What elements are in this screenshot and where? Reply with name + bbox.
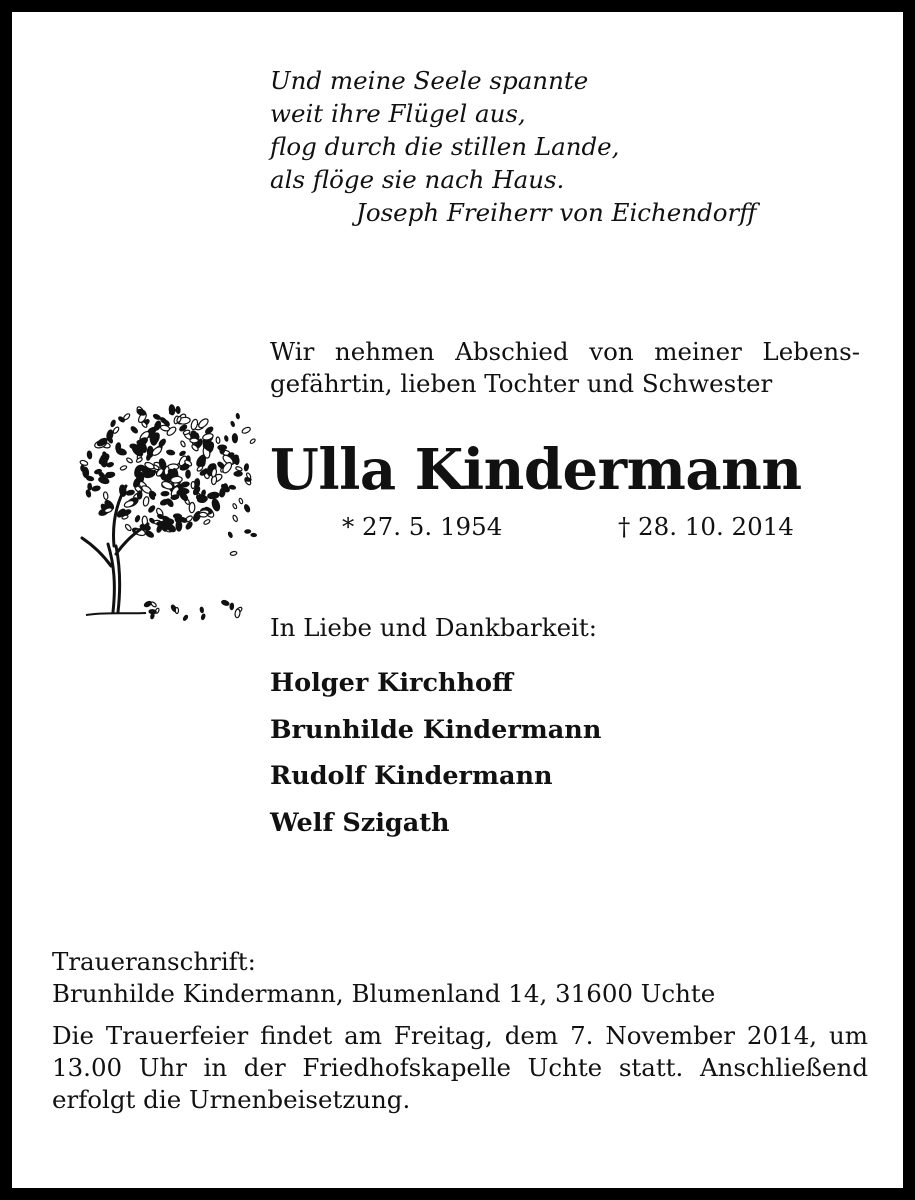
poem-author: Joseph Freiherr von Eichendorff <box>356 198 757 227</box>
tree-leaf <box>149 609 157 614</box>
tree-leaf <box>230 603 234 610</box>
tree-leaf <box>88 483 92 490</box>
tree-leaf <box>137 491 142 499</box>
tree-leaf <box>120 465 127 471</box>
tree-leaf <box>86 476 94 482</box>
tree-leaf <box>191 481 195 488</box>
tree-leaf <box>92 485 101 491</box>
mourning-address-value: Brunhilde Kindermann, Blumenland 14, 31600 Uchte <box>52 979 716 1008</box>
tree-leaf <box>244 504 251 513</box>
tree-leaf <box>166 450 175 456</box>
poem-line: flog durch die stillen Lande, <box>270 132 620 161</box>
tree-leaf <box>197 417 209 429</box>
poem-line: Und meine Seele spannte <box>270 66 589 95</box>
tree-leaf <box>200 607 204 613</box>
mourning-address-label: Traueranschrift: <box>52 947 256 976</box>
tree-leaf <box>235 466 242 472</box>
tree-leaf <box>146 454 151 461</box>
tree-leaf <box>175 607 178 613</box>
tree-leaf <box>179 450 186 456</box>
tree-leaf <box>151 445 163 457</box>
tree-leaf <box>199 512 207 517</box>
tree-leaf <box>229 485 236 490</box>
tree-leaf <box>232 434 237 443</box>
tree-leaf <box>218 445 227 450</box>
tree-leaf <box>86 490 92 498</box>
tree-leaf <box>116 448 127 456</box>
ceremony-details: Die Trauerfeier findet am Freitag, dem 7. November 2014, um 13.00 Uhr in der Friedhofskapelle Uchte statt. Anschließend erfolgt die Urnenbeisetzung. <box>52 1021 868 1114</box>
deceased-name: Ulla Kindermann <box>270 437 802 503</box>
tree-leaf <box>244 464 249 472</box>
tree-leaf <box>241 426 251 434</box>
tree-leaf <box>201 490 206 497</box>
tree-leaf <box>190 438 198 443</box>
death-date: † 28. 10. 2014 <box>618 512 794 541</box>
tree-leaf <box>189 502 195 512</box>
farewell-intro-line: Wir nehmen Abschied von meiner Lebens- <box>270 337 860 366</box>
tree-leaf <box>130 426 138 434</box>
tree-leaf <box>221 600 230 607</box>
tree-leaf <box>144 530 154 539</box>
tree-leaf <box>144 600 153 607</box>
tree-leaf <box>230 421 235 427</box>
tree-trunk <box>82 486 148 612</box>
tree-leaf <box>238 498 243 504</box>
tree-leaf <box>221 461 233 474</box>
tree-leaf <box>223 484 227 492</box>
tree-leaf <box>135 515 141 522</box>
tree-leaf <box>136 408 146 416</box>
tree-leaf <box>234 471 242 476</box>
tree-leaf <box>87 451 92 459</box>
tree-leaf <box>216 437 220 444</box>
tree-leaf <box>123 413 131 421</box>
gratitude-line: In Liebe und Dankbarkeit: <box>270 613 598 642</box>
poem-line: weit ihre Flügel aus, <box>270 99 526 128</box>
tree-leaf <box>136 436 149 447</box>
tree-leaf <box>143 496 150 506</box>
tree-leaf <box>103 492 108 500</box>
tree-leaf <box>123 499 135 508</box>
tree-leaf <box>235 609 241 618</box>
tree-leaf <box>157 521 165 525</box>
tree-leaf <box>124 523 132 531</box>
tree-leaf <box>126 457 133 464</box>
tree-leaf <box>150 432 158 445</box>
mourner-name: Holger Kirchhoff <box>270 668 513 698</box>
farewell-intro <box>270 336 860 400</box>
tree-leaf <box>158 438 167 447</box>
tree-leaf <box>204 426 213 435</box>
tree-leaf <box>186 470 191 478</box>
tree-leaf <box>230 551 237 556</box>
poem-line: als flöge sie nach Haus. <box>270 165 565 194</box>
tree-leaf <box>224 436 228 442</box>
mourners-list <box>270 660 601 846</box>
mourner-name: Welf Szigath <box>270 807 450 838</box>
tree-leaf <box>228 532 233 538</box>
tree-leaf <box>203 519 211 525</box>
tree-leaf <box>245 530 251 534</box>
tree-leaf <box>211 498 221 511</box>
tree-leaf <box>201 614 206 620</box>
farewell-intro-line: gefährtin, lieben Tochter und Schwester <box>270 369 773 398</box>
windblown-tree-icon <box>56 374 266 634</box>
mourner-name: Rudolf Kindermann <box>270 761 553 791</box>
tree-leaf <box>250 438 256 444</box>
poem <box>270 64 757 229</box>
tree-ground <box>86 613 146 615</box>
tree-leaf <box>81 465 85 471</box>
mourner-name: Brunhilde Kindermann <box>270 714 602 745</box>
mourning-address <box>52 946 715 1010</box>
tree-leaf <box>176 521 182 531</box>
tree-leaf <box>232 515 238 523</box>
birth-date: * 27. 5. 1954 <box>342 512 503 541</box>
tree-leaf <box>183 615 189 621</box>
tree-leaf <box>235 457 239 465</box>
tree-leaf <box>79 460 88 467</box>
tree-leaf <box>180 440 186 447</box>
tree-foliage <box>79 405 256 621</box>
tree-leaf <box>153 413 161 420</box>
tree-leaf <box>236 413 240 419</box>
tree-leaf <box>126 490 135 496</box>
tree-leaf <box>251 533 257 536</box>
tree-leaf <box>148 505 156 513</box>
tree-leaf <box>176 406 180 413</box>
tree-leaf <box>110 420 116 427</box>
tree-leaf <box>161 491 169 496</box>
tree-leaf <box>232 503 237 509</box>
tree-leaf <box>207 492 219 500</box>
